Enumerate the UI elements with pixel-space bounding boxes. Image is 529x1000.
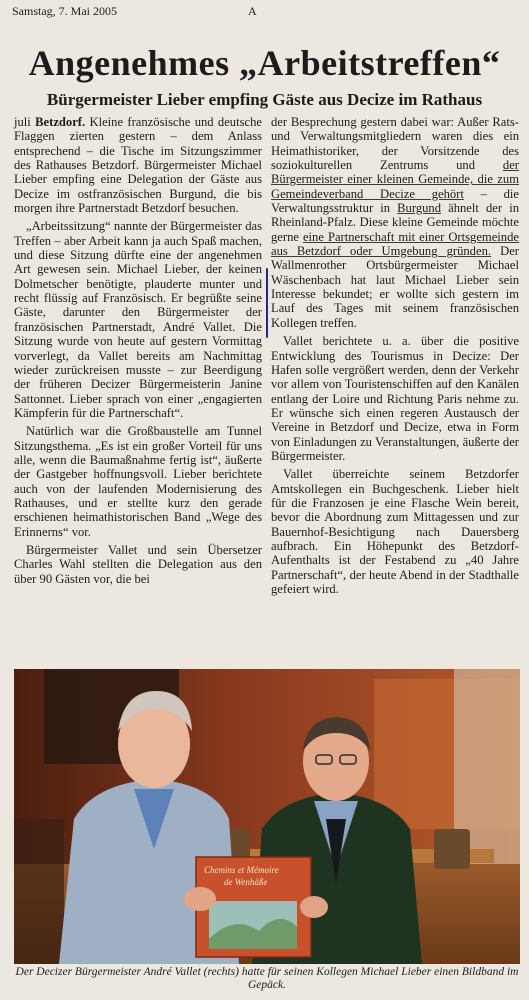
paragraph-text: – die Verwaltungsstruktur in — [271, 186, 519, 216]
underlined-passage: der Bürgermeister einer kleinen Gemeinde, die zum Gemeindeverband Decize gehört — [271, 158, 519, 201]
section-letter: A — [248, 4, 257, 18]
chair — [434, 829, 470, 869]
photo-illustration — [14, 669, 520, 964]
article-column-left — [14, 115, 262, 590]
paragraph-text: Kleine französische und deutsche Flaggen zierten gestern – dem Anlass entsprechend – die Tische im Sitzungszimmer des Rathauses Betzdorf. Bürgermeister Michael Lieber empfing eine Delegation der Gäste aus Decize im ostfranzösischen Burgund, die bis morgen ihre Partnerstadt Betzdorf besuchen. — [14, 115, 262, 216]
news-photo — [14, 669, 520, 964]
book-title-line1: Chemins et Mémoire — [204, 865, 279, 875]
book-title-line2: de Wenhäße — [224, 877, 268, 887]
author-initials: juli — [14, 115, 31, 129]
article-paragraph — [271, 115, 519, 330]
article-paragraph: Vallet berichtete u. a. über die positive Entwicklung des Tourismus in Decize: Der Hafen solle vergrößert werden, denn der Verkehr vor allem von Touristenschiffen auf den Kanälen entlang der Loire und Richtung Paris nehme zu. Er wünsche sich einen regeren Austausch der Vereine in Betzdorf und Decize, etwa in Form von Einladungen zu Veranstaltungen, äußerte der Bürgermeister. — [271, 334, 519, 463]
underlined-passage: Burgund — [397, 201, 442, 216]
article-paragraph: Vallet überreichte seinem Betzdorfer Amtskollegen ein Buchgeschenk. Lieber hielt für die Franzosen je eine Flasche Wein bereit, bevor die Abordnung zum Mittagessen und zur Bauernhof-Besichtigung nach Dauersberg aufbrach. Ein Höhepunkt des Betzdorf-Aufenthalts ist der Festabend zu „40 Jahre Partnerschaft“, der heute Abend in der Stadthalle gefeiert wird. — [271, 467, 519, 596]
article-paragraph — [14, 115, 262, 215]
article-column-right — [271, 115, 519, 600]
pen-margin-mark — [266, 268, 268, 338]
photo-caption: Der Decizer Bürgermeister André Vallet (rechts) hatte für seinen Kollegen Michael Lieber einen Bildband im Gepäck. — [15, 966, 519, 991]
location-dateline: Betzdorf. — [35, 115, 86, 129]
underlined-passage: eine Partnerschaft mit einer Ortsgemeinde aus Betzdorf oder Umgebung gründen. — [271, 229, 519, 259]
article-paragraph: Natürlich war die Großbaustelle am Tunnel Sitzungsthema. „Es ist ein großer Vorteil für uns alle, wenn die Baumaßnahme fertig ist“, äußerte der Gastgeber hoffnungsvoll. Lieber berichtete auch von der laufenden Modernisierung des Rathauses, und er stellte kurz den gerade erschienen heimathistorischen Band „Wege des Erinnerns“ vor. — [14, 424, 262, 539]
headline: Angenehmes „Arbeitstreffen“ — [28, 43, 501, 83]
hand — [184, 887, 216, 911]
paragraph-text: Der Wallmenrother Ortsbürgermeister Michael Wäschenbach hat laut Michael Lieber sein Interesse bekundet; er wollte sich gestern im Lauf des Tages mit seinem französischen Kollegen treffen. — [271, 244, 519, 330]
paragraph-text: der Besprechung gestern dabei war: Außer Rats- und Verwaltungsmitgliedern waren dies ein Heimathistoriker, der Vorsitzende des soziokulturellen Zentrums und — [271, 115, 519, 173]
paragraph-text: ähnelt der in Rheinland-Pfalz. Diese kleine Gemeinde möchte gerne — [271, 201, 519, 244]
subheadline: Bürgermeister Lieber empfing Gäste aus Decize im Rathaus — [46, 90, 483, 109]
article-paragraph: „Arbeitssitzung“ nannte der Bürgermeister das Treffen – aber Arbeit kann ja auch Spaß machen, und diese Sitzung dürfte eine der angenehmen Art gewesen sein. Michael Lieber, der keinen Dolmetscher benötigte, plauderte munter und recht flüssig auf Französisch. Er begrüßte seine Gäste, darunter den Bürgermeister der französischen Partnerstadt, André Vallet. Die Sitzung wurde von heute auf gestern Vormittag vorverlegt, da Vallet bereits am Nachmittag wieder zurückreisen musste – zur Beerdigung der früheren Decizer Bürgermeisterin Janine Sattonnet. Lieber sprach von einer „engagierten Kämpferin für die Partnerschaft“. — [14, 219, 262, 420]
dateline: Samstag, 7. Mai 2005 — [12, 4, 117, 18]
shelf — [14, 819, 64, 964]
hand — [300, 896, 328, 918]
article-paragraph: Bürgermeister Vallet und sein Übersetzer Charles Wahl stellten die Delegation aus den über 90 Gästen vor, die bei — [14, 542, 262, 586]
